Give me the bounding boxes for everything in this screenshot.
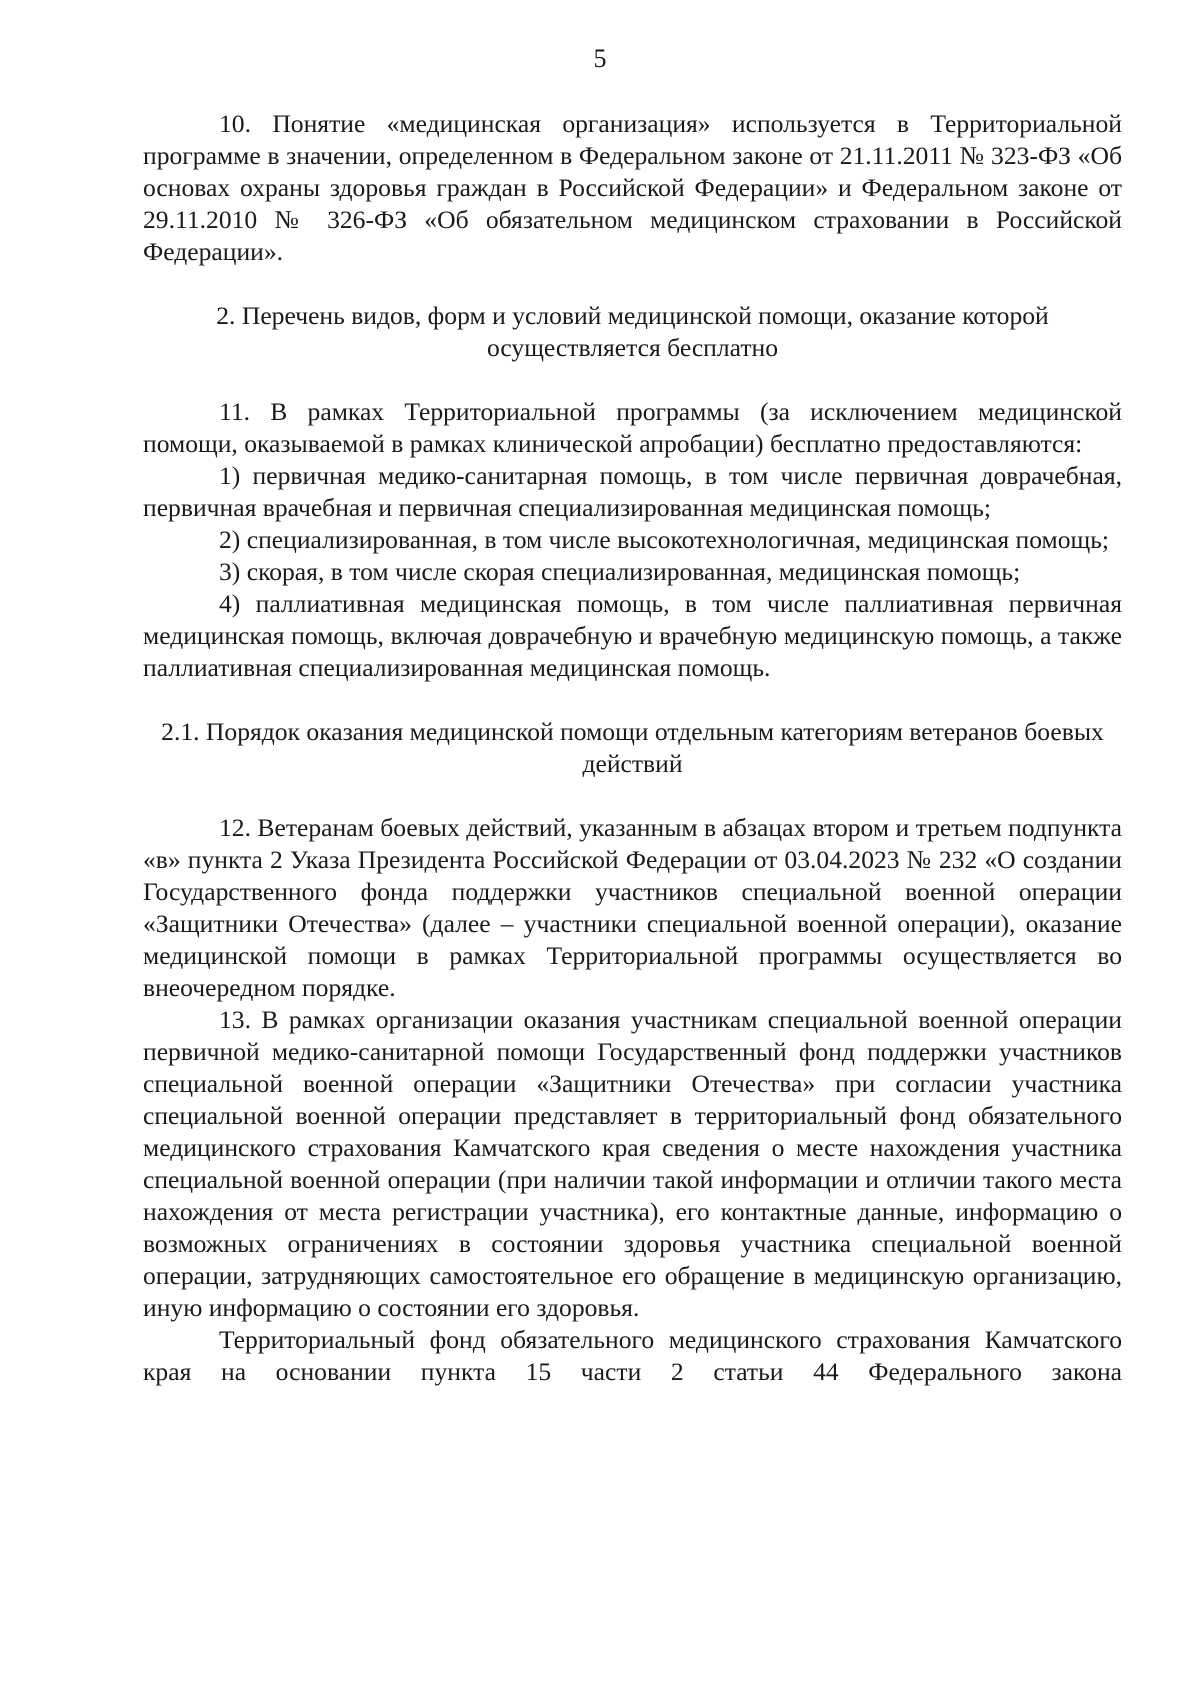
paragraph-11-item-1: 1) первичная медико-санитарная помощь, в том числе первичная доврачебная, первичная врачебная и первичная специализированная медицинская помощь; [143, 461, 1122, 522]
paragraph-11-item-3: 3) скорая, в том числе скорая специализированная, медицинская помощь; [219, 557, 1021, 586]
document-body [143, 108, 1122, 1388]
paragraph-11-item-2: 2) специализированная, в том числе высокотехнологичная, медицинская помощь; [219, 525, 1110, 554]
paragraph-13-continuation: Территориальный фонд обязательного медицинского страхования Камчатского края на основании пункта 15 части 2 статьи 44 Федерального закона [143, 1325, 1122, 1386]
paragraph-13: 13. В рамках организации оказания участникам специальной военной операции первичной медико-санитарной помощи Государственный фонд поддержки участников специальной военной операции «Защитники Отечества» при согласии участника специальной военной операции представляет в территориальный фонд обязательного медицинского страхования Камчатского края сведения о месте нахождения участника специальной военной операции (при наличии такой информации и отличии такого места нахождения от места регистрации участника), его контактные данные, информацию о возможных ограничениях в состоянии здоровья участника специальной военной операции, затрудняющих самостоятельное его обращение в медицинскую организацию, иную информацию о состоянии его здоровья. [143, 1005, 1122, 1322]
paragraph-10: 10. Понятие «медицинская организация» используется в Территориальной программе в значении, определенном в Федеральном законе от 21.11.2011 № 323-ФЗ «Об основах охраны здоровья граждан в Российской Федерации» и Федеральном законе от 29.11.2010 № 326-ФЗ «Об обязательном медицинском страховании в Российской Федерации». [143, 109, 1122, 266]
paragraph-11-item-4: 4) паллиативная медицинская помощь, в том числе паллиативная первичная медицинская помощь, включая доврачебную и врачебную медицинскую помощь, а также паллиативная специализированная медицинская помощь. [143, 589, 1122, 682]
section-heading-2: 2. Перечень видов, форм и условий медицинской помощи, оказание которой осуществляется бесплатно [216, 301, 1049, 362]
page-number: 5 [593, 44, 607, 73]
paragraph-11: 11. В рамках Территориальной программы (за исключением медицинской помощи, оказываемой в рамках клинической апробации) бесплатно предоставляются: [143, 397, 1122, 458]
paragraph-12: 12. Ветеранам боевых действий, указанным в абзацах втором и третьем подпункта «в» пункта 2 Указа Президента Российской Федерации от 03.04.2023 № 232 «О создании Государственного фонда поддержки участников специальной военной операции «Защитники Отечества» (далее – участники специальной военной операции), оказание медицинской помощи в рамках Территориальной программы осуществляется во внеочередном порядке. [143, 813, 1122, 1002]
section-heading-2-1: 2.1. Порядок оказания медицинской помощи отдельным категориям ветеранов боевых действий [161, 717, 1104, 778]
